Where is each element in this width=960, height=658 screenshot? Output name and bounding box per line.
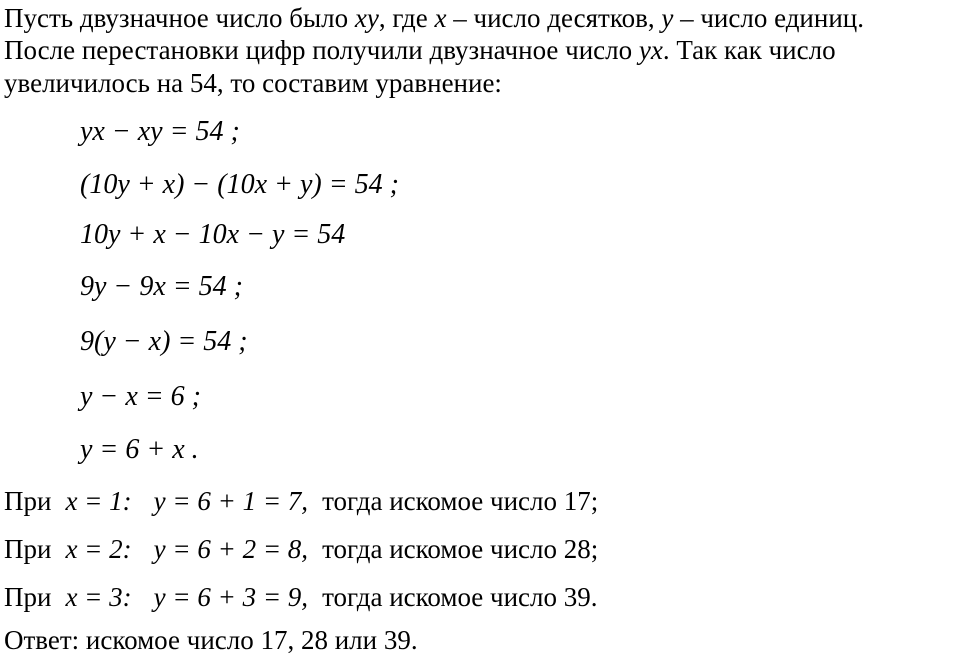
intro-text: . Так как число [662,35,836,65]
answer-line: Ответ: искомое число 17, 28 или 39. [4,625,418,655]
equation-4: 9y − 9x = 54 ; [80,271,243,302]
equation-1: yx − xy = 54 ; [80,116,240,147]
intro-text: – число десятков, [446,3,662,33]
case-pri: При [4,582,52,612]
var-xy: xy [354,3,379,33]
intro-line-2 [4,34,836,66]
intro-text: Пусть двузначное число было [4,3,355,33]
case-pri: При [4,534,52,564]
case-result: тогда искомое число 39. [322,582,598,612]
case-line-3 [4,581,598,613]
case-calculation: y = 6 + 3 = 9, [153,582,309,612]
case-result: тогда искомое число 17; [322,486,599,516]
equation-3: 10y + x − 10x − y = 54 [80,219,346,250]
case-calculation: y = 6 + 2 = 8, [153,534,309,564]
case-pri: При [4,486,52,516]
equation-2: (10y + x) − (10x + y) = 54 ; [80,169,399,200]
var-x: x [434,3,447,33]
case-condition: x = 2: [65,534,132,564]
equation-7: y = 6 + x . [80,434,199,465]
intro-text: – число единиц. [673,3,864,33]
intro-text: , где [378,3,435,33]
case-line-1 [4,485,598,517]
case-condition: x = 3: [65,582,132,612]
case-calculation: y = 6 + 1 = 7, [153,486,309,516]
equation-5: 9(y − x) = 54 ; [80,326,248,357]
intro-text: После перестановки цифр получили двузначное число [4,35,639,65]
var-yx: yx [638,35,663,65]
var-y: y [661,3,674,33]
case-condition: x = 1: [65,486,132,516]
case-result: тогда искомое число 28; [322,534,599,564]
case-line-2 [4,533,598,565]
equation-6: y − x = 6 ; [80,381,201,412]
intro-line-1 [4,2,864,34]
intro-line-3: увеличилось на 54, то составим уравнение: [4,68,502,98]
